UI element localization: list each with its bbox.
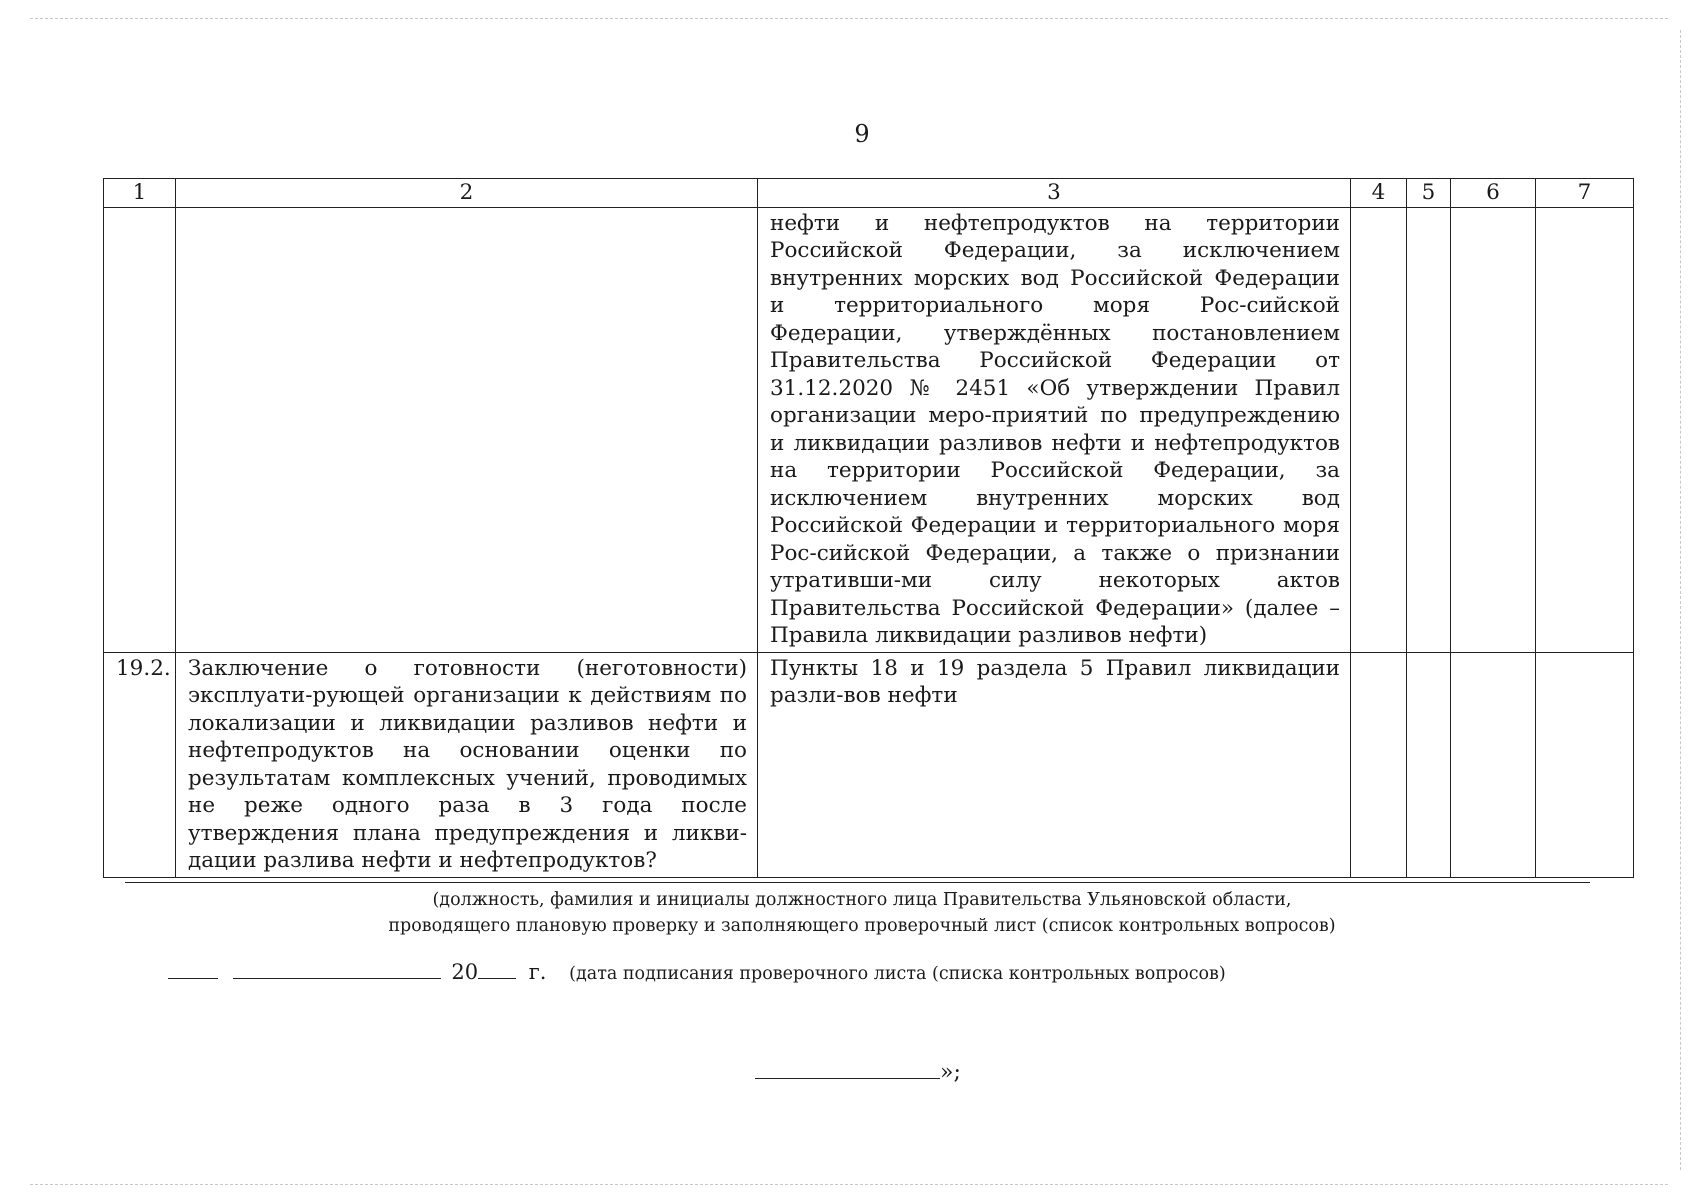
signature-caption-line-1: (должность, фамилия и инициалы должностного лица Правительства Ульяновской области, — [432, 890, 1292, 910]
table-row-19-2 — [104, 652, 1634, 877]
item-number-cell — [104, 207, 176, 652]
signature-caption-line-2: проводящего плановую проверку и заполняющего проверочный лист (список контрольных вопросов) — [388, 916, 1336, 936]
answer-cell-4 — [1351, 652, 1407, 877]
year-prefix: 20 — [451, 960, 479, 984]
answer-cell-4 — [1351, 207, 1407, 652]
signing-date-row — [168, 956, 1226, 984]
checklist-table — [103, 178, 1634, 878]
column-header-2: 2 — [176, 179, 758, 208]
signature-caption — [0, 887, 1698, 939]
year-suffix: г. — [528, 960, 547, 984]
closing-line — [755, 1054, 961, 1085]
scan-edge-top — [30, 18, 1668, 19]
signature-line — [125, 882, 1590, 883]
legal-reference-cell: Пункты 18 и 19 раздела 5 Правил ликвидации разли-вов нефти — [758, 652, 1351, 877]
signing-date-note: (дата подписания проверочного листа (списка контрольных вопросов) — [569, 964, 1226, 984]
question-cell — [176, 207, 758, 652]
answer-cell-6 — [1451, 652, 1536, 877]
column-header-6: 6 — [1451, 179, 1536, 208]
page-number: 9 — [854, 120, 870, 148]
scan-edge-bottom — [30, 1184, 1668, 1185]
legal-reference-cell: нефти и нефтепродуктов на территории Российской Федерации, за исключением внутренних морских вод Российской Федерации и территориального моря Рос-сийской Федерации, утверждённых постановлением Правительства Российской Федерации от 31.12.2020 № 2451 «Об утверждении Правил организации меро-приятий по предупреждению и ликвидации разливов нефти и нефтепродуктов на территории Российской Федерации, за исключением внутренних морских вод Российской Федерации и территориального моря Рос-сийской Федерации, а также о признании утративши-ми силу некоторых актов Правительства Российской Федерации» (далее – Правила ликвидации разливов нефти) — [758, 207, 1351, 652]
answer-cell-7 — [1536, 207, 1634, 652]
column-header-3: 3 — [758, 179, 1351, 208]
closing-mark: »; — [940, 1060, 961, 1085]
column-header-4: 4 — [1351, 179, 1407, 208]
answer-cell-5 — [1407, 207, 1451, 652]
table-header-row — [104, 179, 1634, 208]
column-header-7: 7 — [1536, 179, 1634, 208]
answer-cell-7 — [1536, 652, 1634, 877]
table-row-continuation — [104, 207, 1634, 652]
closing-blank — [755, 1054, 940, 1079]
year-blank — [478, 956, 516, 979]
month-blank — [233, 956, 441, 979]
item-number-cell: 19.2. — [104, 652, 176, 877]
answer-cell-5 — [1407, 652, 1451, 877]
column-header-5: 5 — [1407, 179, 1451, 208]
scan-edge-right — [1680, 30, 1681, 1170]
column-header-1: 1 — [104, 179, 176, 208]
day-blank — [168, 956, 218, 979]
question-cell: Заключение о готовности (неготовности) эксплуати-рующей организации к действиям по локализации и ликвидации разливов нефти и нефтепродуктов на основании оценки по результатам комплексных учений, проводимых не реже одного раза в 3 года после утверждения плана предупреждения и ликви-дации разлива нефти и нефтепродуктов? — [176, 652, 758, 877]
answer-cell-6 — [1451, 207, 1536, 652]
